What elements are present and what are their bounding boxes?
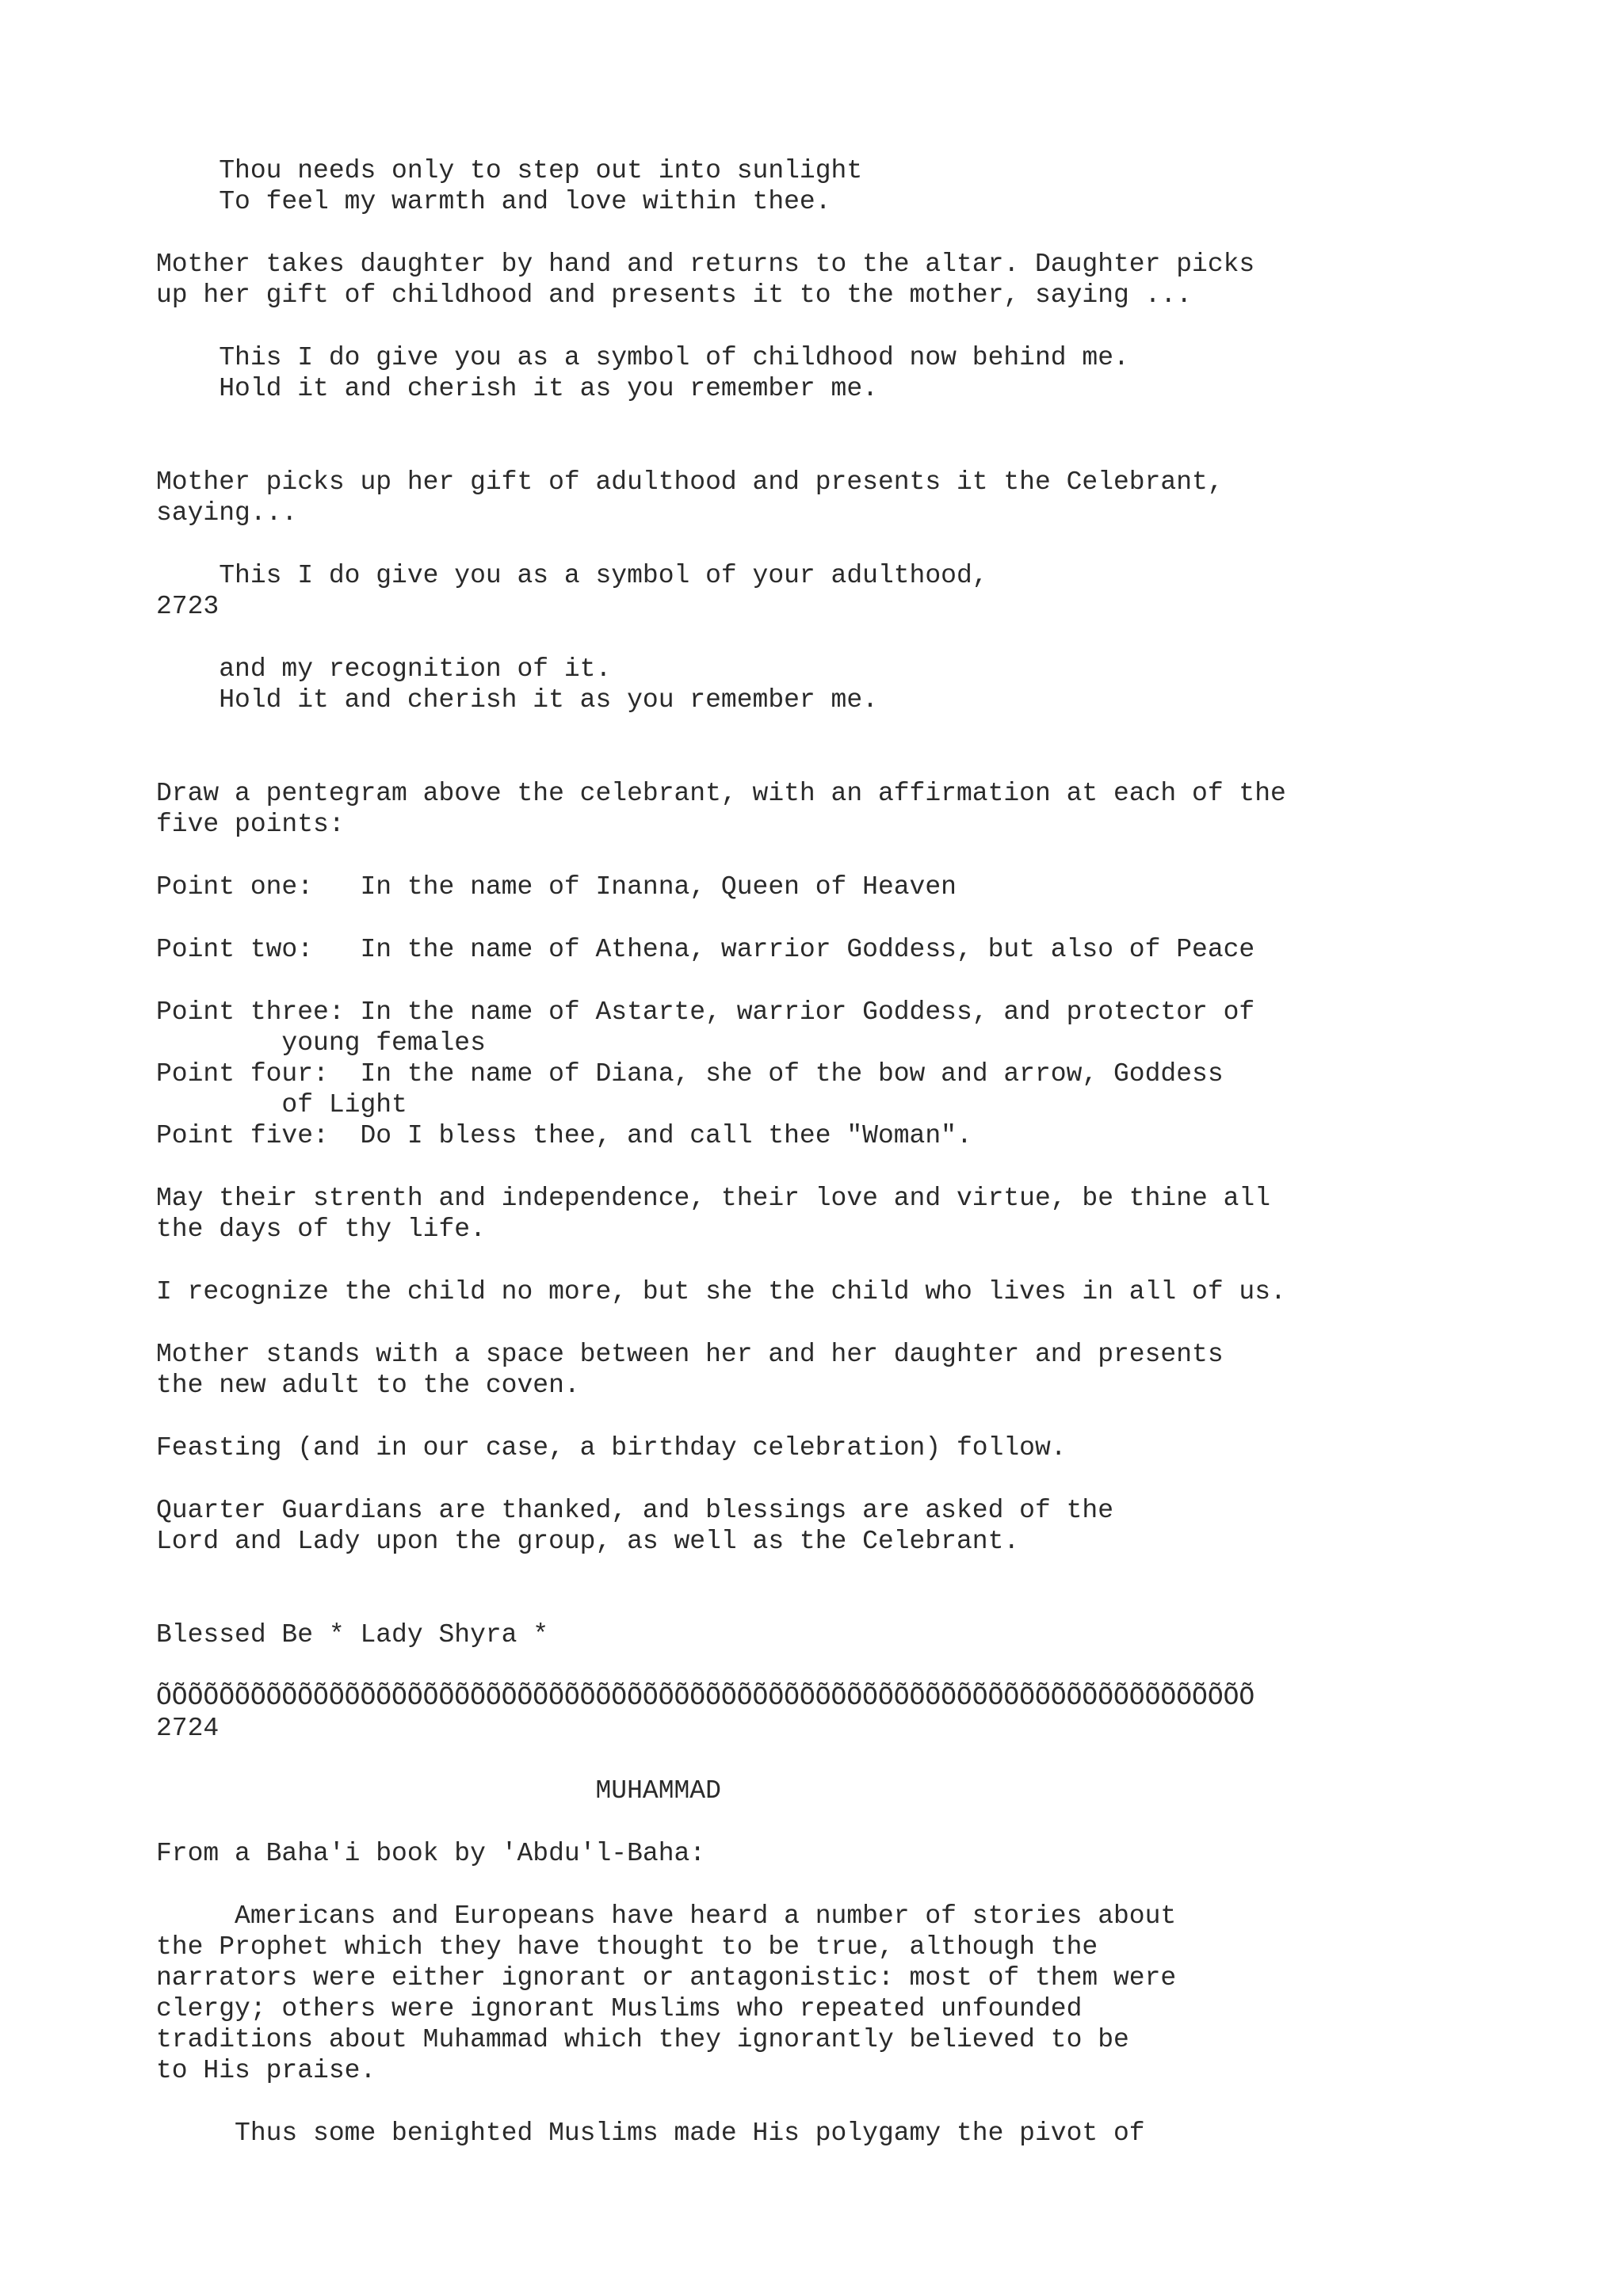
text-line: clergy; others were ignorant Muslims who repeated unfounded <box>156 1994 1083 2023</box>
text-line: five points: <box>156 810 345 839</box>
text-line: I recognize the child no more, but she the child who lives in all of us. <box>156 1277 1286 1306</box>
text-line: young females <box>156 1028 486 1058</box>
text-line: Mother picks up her gift of adulthood and presents it the Celebrant, <box>156 467 1224 497</box>
text-line: the new adult to the coven. <box>156 1371 580 1400</box>
text-line: This I do give you as a symbol of your adulthood, <box>156 561 988 590</box>
text-line: Mother stands with a space between her and her daughter and presents <box>156 1340 1224 1369</box>
point-two-line: Point two: In the name of Athena, warrior Goddess, but also of Peace <box>156 935 1255 964</box>
text-line: Lord and Lady upon the group, as well as the Celebrant. <box>156 1527 1020 1556</box>
text-line: to His praise. <box>156 2056 376 2085</box>
text-line: and my recognition of it. <box>156 654 612 684</box>
text-line: Hold it and cherish it as you remember me. <box>156 685 878 715</box>
point-one-line: Point one: In the name of Inanna, Queen of Heaven <box>156 872 957 902</box>
text-line: traditions about Muhammad which they ignorantly believed to be <box>156 2025 1129 2054</box>
text-line: To feel my warmth and love within thee. <box>156 187 831 216</box>
text-line: From a Baha'i book by 'Abdu'l-Baha: <box>156 1839 706 1868</box>
point-three-line: Point three: In the name of Astarte, warrior Goddess, and protector of <box>156 997 1255 1027</box>
text-line: Thus some benighted Muslims made His polygamy the pivot of <box>156 2119 1145 2148</box>
point-four-line: Point four: In the name of Diana, she of the bow and arrow, Goddess <box>156 1059 1224 1089</box>
signature-line: Blessed Be * Lady Shyra * <box>156 1620 549 1650</box>
text-line: the days of thy life. <box>156 1215 486 1244</box>
page-number: 2724 <box>156 1714 220 1743</box>
text-line: Quarter Guardians are thanked, and blessings are asked of the <box>156 1496 1113 1525</box>
text-line: Draw a pentegram above the celebrant, with an affirmation at each of the <box>156 779 1286 808</box>
text-line: Feasting (and in our case, a birthday celebration) follow. <box>156 1433 1067 1463</box>
text-line: narrators were either ignorant or antagonistic: most of them were <box>156 1963 1177 1993</box>
page-number: 2723 <box>156 592 220 621</box>
text-line: May their strenth and independence, their love and virtue, be thine all <box>156 1184 1271 1213</box>
text-line: the Prophet which they have thought to be true, although the <box>156 1932 1098 1962</box>
text-line: Hold it and cherish it as you remember me. <box>156 374 878 403</box>
text-line: This I do give you as a symbol of childhood now behind me. <box>156 343 1129 372</box>
text-line: of Light <box>156 1090 407 1119</box>
text-line: Thou needs only to step out into sunlight <box>156 156 863 185</box>
text-line: Mother takes daughter by hand and returns to the altar. Daughter picks <box>156 250 1255 279</box>
text-line: up her gift of childhood and presents it to the mother, saying ... <box>156 280 1193 310</box>
text-line: Americans and Europeans have heard a number of stories about <box>156 1901 1177 1931</box>
section-heading: MUHAMMAD <box>156 1776 721 1806</box>
point-five-line: Point five: Do I bless thee, and call thee "Woman". <box>156 1121 972 1150</box>
separator-line: ÕÕÕÕÕÕÕÕÕÕÕÕÕÕÕÕÕÕÕÕÕÕÕÕÕÕÕÕÕÕÕÕÕÕÕÕÕÕÕÕÕÕÕÕÕÕÕÕÕÕÕÕÕÕÕÕÕÕÕÕÕÕÕÕÕÕÕÕÕÕ <box>156 1683 1255 1712</box>
text-line: saying... <box>156 498 298 528</box>
